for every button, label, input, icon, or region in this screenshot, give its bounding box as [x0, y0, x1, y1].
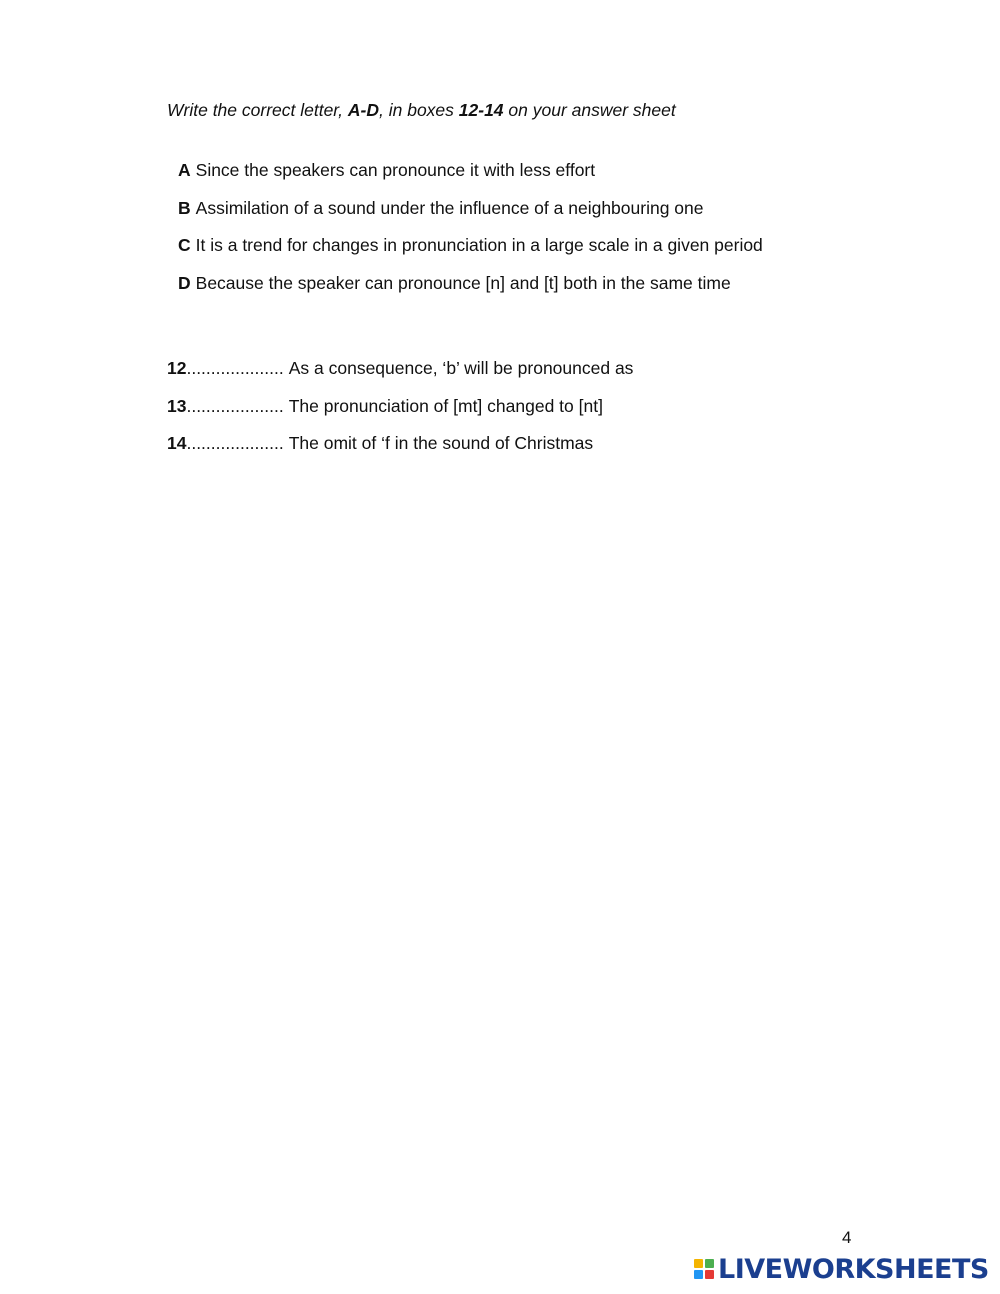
- question-12: [167, 358, 633, 396]
- brand-name: LIVEWORKSHEETS: [718, 1253, 989, 1285]
- question-list: [167, 358, 633, 471]
- logo-square: [694, 1259, 703, 1268]
- option-a: [178, 160, 763, 198]
- instruction-part2: , in boxes: [379, 100, 459, 120]
- question-statement: As a consequence, ‘b’ will be pronounced as: [288, 358, 634, 378]
- option-letter: B: [178, 197, 191, 218]
- liveworksheets-logo[interactable]: [694, 1254, 989, 1284]
- answer-blank-13[interactable]: ....................: [186, 395, 284, 416]
- question-statement: The pronunciation of [mt] changed to [nt]: [288, 395, 603, 416]
- instruction-range: A-D: [347, 100, 379, 120]
- answer-blank-14[interactable]: ....................: [186, 433, 284, 453]
- option-text: Because the speaker can pronounce [n] and [t] both in the same time: [195, 272, 731, 293]
- instruction: [167, 100, 676, 121]
- option-letter: D: [178, 272, 191, 293]
- page-number: 4: [842, 1228, 852, 1247]
- option-text: Since the speakers can pronounce it with less effort: [195, 160, 596, 180]
- question-number: 13: [167, 395, 187, 416]
- question-number: 14: [167, 433, 187, 453]
- option-letter: C: [178, 235, 191, 255]
- option-text: Assimilation of a sound under the influence of a neighbouring one: [195, 197, 704, 218]
- option-list: [178, 160, 763, 310]
- option-text: It is a trend for changes in pronunciation in a large scale in a given period: [195, 235, 763, 255]
- question-14: [167, 433, 633, 471]
- logo-square: [694, 1270, 703, 1279]
- instruction-boxes: 12-14: [458, 100, 504, 120]
- question-statement: The omit of ‘f in the sound of Christmas: [288, 433, 594, 453]
- logo-square: [705, 1270, 714, 1279]
- answer-blank-12[interactable]: ....................: [186, 358, 284, 378]
- instruction-part1: Write the correct letter,: [167, 100, 348, 120]
- option-b: [178, 198, 763, 236]
- question-13: [167, 396, 633, 434]
- logo-mark-icon: [694, 1259, 714, 1279]
- instruction-part3: on your answer sheet: [503, 100, 676, 120]
- option-d: [178, 273, 763, 311]
- logo-square: [705, 1259, 714, 1268]
- option-c: [178, 235, 763, 273]
- option-letter: A: [178, 160, 191, 180]
- question-number: 12: [167, 358, 187, 378]
